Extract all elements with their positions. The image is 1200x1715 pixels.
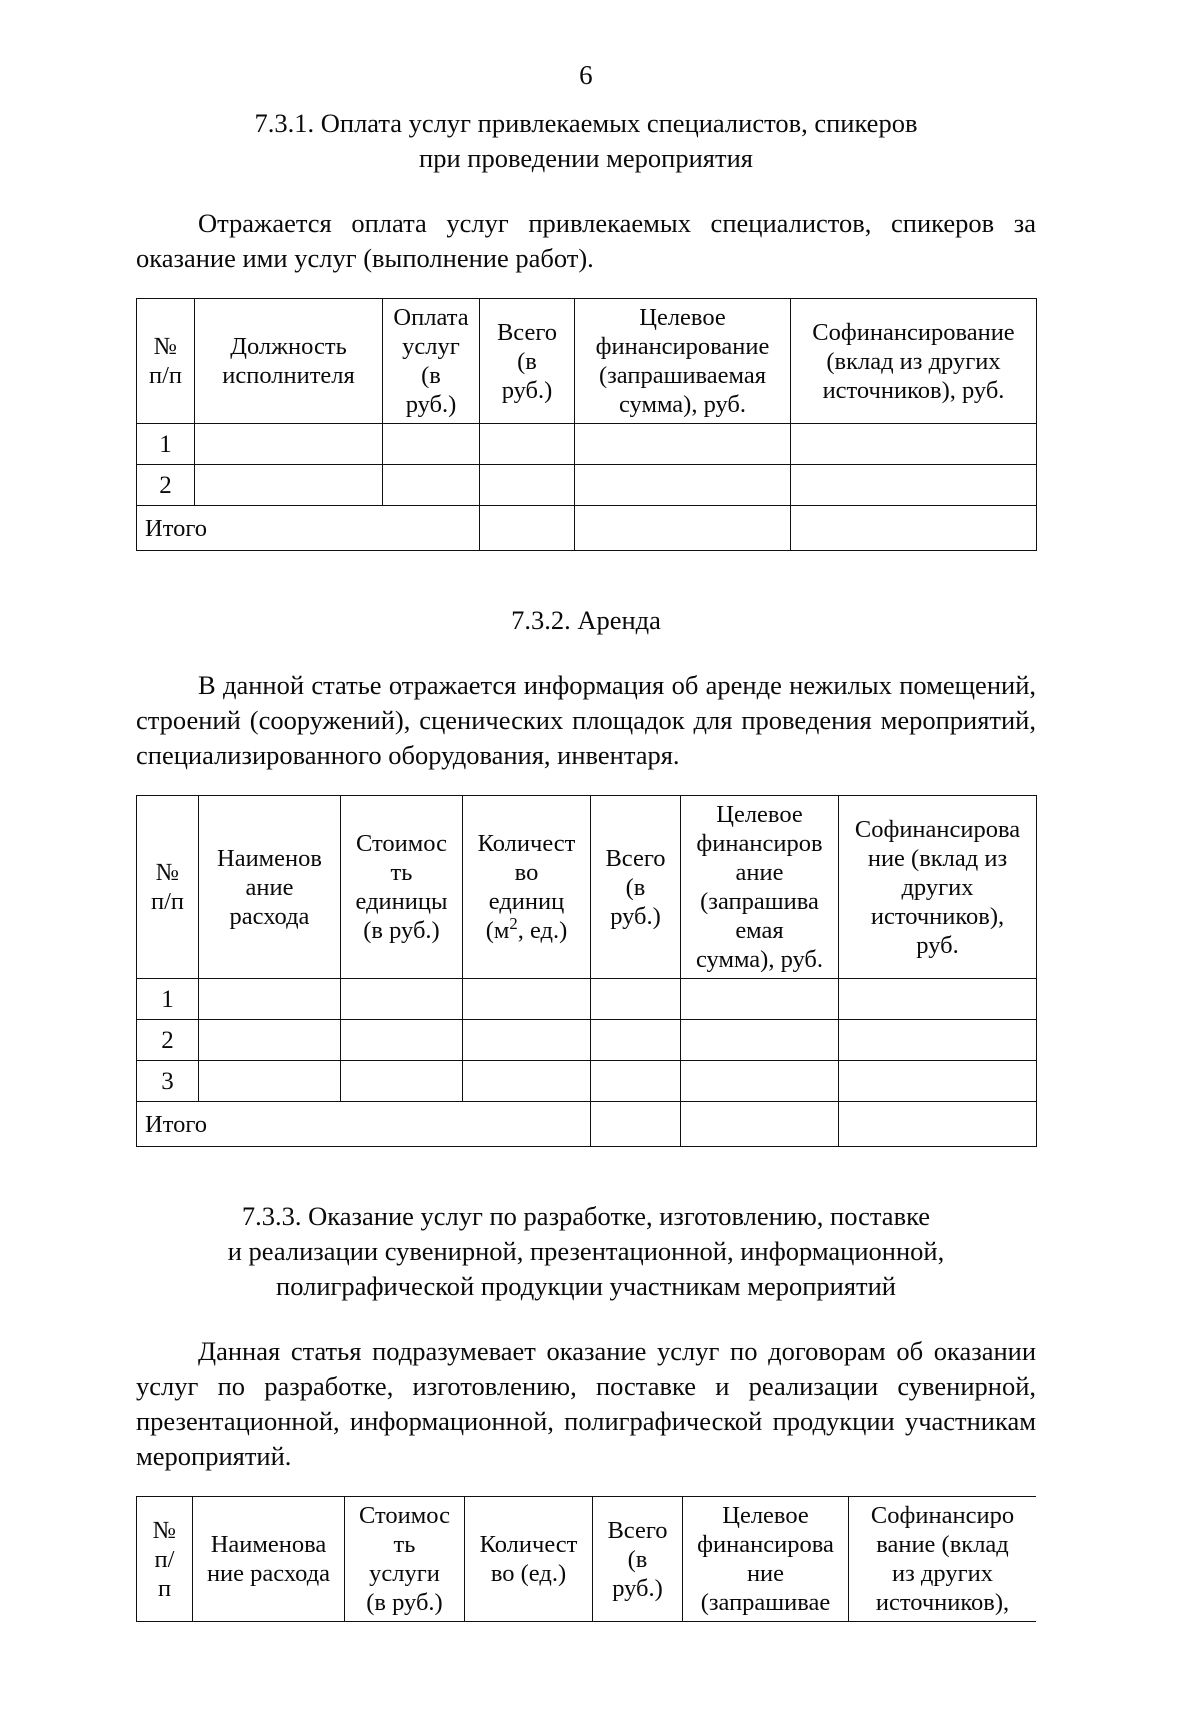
- cell-targeted-financing[interactable]: [575, 465, 791, 506]
- header-line: источников),: [870, 902, 1005, 930]
- header-line: Всего: [607, 1516, 668, 1544]
- cell-total[interactable]: [591, 979, 681, 1020]
- header-line: (в: [627, 1545, 648, 1573]
- cell-expense-name[interactable]: [199, 1020, 341, 1061]
- header-line: Всего: [496, 318, 558, 346]
- row-number: 1: [137, 424, 195, 465]
- header-line: (запрашивае: [700, 1589, 831, 1616]
- header-line: ние (вклад из: [867, 844, 1008, 872]
- spacer: [136, 1304, 1036, 1334]
- column-header-total: [593, 1497, 683, 1622]
- spacer: [136, 1474, 1036, 1496]
- header-line: (запрашива: [700, 888, 819, 915]
- header-line: из других: [892, 1560, 993, 1587]
- header-line: (в руб.): [363, 917, 440, 944]
- cell-total[interactable]: [591, 1061, 681, 1102]
- header-line: финансирова: [697, 1531, 834, 1558]
- heading-line: 7.3.1. Оплата услуг привлекаемых специалистов, спикеров: [254, 108, 918, 138]
- column-header-targeted-financing: [683, 1497, 849, 1622]
- table-7-3-1: [136, 298, 1037, 551]
- cell-unit-cost[interactable]: [341, 1020, 463, 1061]
- cell-unit-quantity[interactable]: [463, 1020, 591, 1061]
- header-line: ние расхода: [206, 1560, 331, 1587]
- header-line: финансиров: [696, 830, 823, 857]
- section-heading-7-3-2: [136, 603, 1036, 638]
- header-line: ть: [390, 859, 413, 886]
- header-line: источников), руб.: [822, 376, 1005, 404]
- cell-cofinancing[interactable]: [791, 465, 1037, 506]
- cell-cofinancing[interactable]: [791, 424, 1037, 465]
- paragraph-line: Отражается оплата услуг привлекаемых специалистов, спикеров: [198, 208, 995, 238]
- header-line: п/п: [150, 888, 185, 915]
- heading-line: полиграфической продукции участникам мероприятий: [276, 1271, 896, 1301]
- column-header-targeted-financing: [681, 796, 839, 979]
- table-row: [137, 1020, 1037, 1061]
- spacer: [136, 773, 1036, 795]
- header-line: исполнителя: [222, 362, 355, 389]
- spacer: [136, 638, 1036, 668]
- column-header-unit-cost: [341, 796, 463, 979]
- header-line: руб.): [610, 902, 661, 930]
- column-header-expense-name: [199, 796, 341, 979]
- spacer: [136, 551, 1036, 587]
- table-row: [137, 465, 1037, 506]
- header-line: Оплата: [393, 304, 469, 331]
- column-header-cofinancing: [849, 1497, 1037, 1622]
- header-line: Софинансирова: [854, 815, 1021, 843]
- cell-service-payment[interactable]: [383, 424, 480, 465]
- header-line: других: [901, 873, 974, 901]
- column-header-cofinancing: [791, 299, 1037, 424]
- paragraph-7-3-3: [136, 1334, 1036, 1474]
- total-label: Итого: [137, 1102, 591, 1147]
- cell-total[interactable]: [480, 465, 575, 506]
- paragraph-7-3-1: [136, 206, 1036, 276]
- table-row: [137, 1061, 1037, 1102]
- table-header-row: [137, 796, 1037, 979]
- header-line: руб.): [405, 391, 457, 418]
- section-heading-7-3-3: [136, 1199, 1036, 1304]
- total-label: Итого: [137, 506, 480, 551]
- header-line: п/: [154, 1545, 175, 1573]
- paragraph-line: за оказание ими услуг (выполнение работ).: [136, 208, 1037, 273]
- header-line: Стоимос: [355, 830, 447, 857]
- heading-line: и реализации сувенирной, презентационной, информационной,: [227, 1236, 945, 1266]
- cell-targeted-financing[interactable]: [681, 979, 839, 1020]
- header-line: п/п: [148, 362, 183, 389]
- header-line: сумма), руб.: [695, 946, 824, 973]
- column-header-total: [480, 299, 575, 424]
- cell-unit-quantity[interactable]: [463, 1061, 591, 1102]
- row-number: 2: [137, 465, 195, 506]
- column-header-number: [137, 299, 195, 424]
- header-line: услуги: [369, 1560, 440, 1587]
- header-line: руб.): [501, 376, 553, 404]
- table-7-3-2: [136, 795, 1037, 1147]
- header-line: источников),: [875, 1589, 1010, 1616]
- header-line: Софинансирование: [812, 318, 1015, 346]
- superscript-two: 2: [509, 913, 518, 933]
- column-header-targeted-financing: [575, 299, 791, 424]
- total-cell-total[interactable]: [480, 506, 575, 551]
- header-line: (запрашиваемая: [598, 362, 767, 389]
- paragraph-line: В данной статье отражается информация об аренде нежилых помещений,: [198, 670, 1036, 700]
- header-line: Должность: [230, 333, 347, 360]
- heading-line: 7.3.2. Аренда: [511, 605, 661, 635]
- cell-cofinancing[interactable]: [839, 979, 1037, 1020]
- row-number: 3: [137, 1061, 199, 1102]
- table-row: [137, 424, 1037, 465]
- cell-targeted-financing[interactable]: [681, 1020, 839, 1061]
- cell-unit-cost[interactable]: [341, 1061, 463, 1102]
- table-row: [137, 979, 1037, 1020]
- header-line: Количест: [477, 830, 576, 857]
- header-line: во: [514, 859, 539, 886]
- column-header-number: [137, 1497, 193, 1622]
- total-cell-cofinancing[interactable]: [791, 506, 1037, 551]
- column-header-quantity: [465, 1497, 593, 1622]
- paragraph-line: специализированного оборудования, инвентаря.: [136, 740, 680, 770]
- header-line: Софинансиро: [870, 1502, 1015, 1529]
- header-line: (в руб.): [366, 1589, 443, 1616]
- header-line: Целевое: [716, 801, 803, 828]
- cell-expense-name[interactable]: [199, 979, 341, 1020]
- heading-line: 7.3.3. Оказание услуг по разработке, изготовлению, поставке: [241, 1201, 931, 1231]
- header-line: Целевое: [639, 304, 726, 331]
- spacer: [136, 176, 1036, 206]
- page-content: [136, 0, 1036, 1638]
- header-line: руб.: [916, 931, 959, 959]
- column-header-unit-quantity: [463, 796, 591, 979]
- header-line: руб.): [612, 1574, 663, 1602]
- cell-total[interactable]: [591, 1020, 681, 1061]
- header-line: (в: [517, 347, 537, 375]
- cell-service-payment[interactable]: [383, 465, 480, 506]
- header-line: Наименов: [217, 844, 322, 872]
- spacer: [136, 276, 1036, 298]
- header-line: единиц: [488, 888, 565, 915]
- column-header-total: [591, 796, 681, 979]
- total-cell-cofinancing[interactable]: [839, 1102, 1037, 1147]
- table-7-3-3: [136, 1496, 1036, 1622]
- table-7-3-3-clipped-region: [136, 1496, 1036, 1638]
- table-total-row: [137, 1102, 1037, 1147]
- header-line: емая: [735, 917, 784, 944]
- header-line: ание: [245, 873, 294, 901]
- row-number: 2: [137, 1020, 199, 1061]
- paragraph-line: презентационной, информационной, полиграфической продукции участникам: [136, 1406, 1036, 1436]
- heading-line: при проведении мероприятия: [419, 143, 753, 173]
- header-line: во (ед.): [490, 1560, 567, 1587]
- header-line: ть: [393, 1531, 416, 1558]
- table-header-row: [137, 1497, 1037, 1622]
- total-cell-total[interactable]: [591, 1102, 681, 1147]
- cell-cofinancing[interactable]: [839, 1020, 1037, 1061]
- header-line: Количест: [479, 1531, 578, 1558]
- header-line: финансирование: [595, 333, 770, 360]
- cell-targeted-financing[interactable]: [681, 1061, 839, 1102]
- header-line: услуг: [402, 333, 460, 360]
- table-total-row: [137, 506, 1037, 551]
- paragraph-line: услуг по разработке, изготовлению, поставке и реализации сувенирной,: [136, 1371, 1036, 1401]
- spacer: [136, 1147, 1036, 1183]
- paragraph-line: мероприятий.: [136, 1441, 292, 1471]
- header-line: сумма), руб.: [618, 391, 747, 418]
- header-line: п: [157, 1574, 172, 1602]
- row-number: 1: [137, 979, 199, 1020]
- table-header-row: [137, 299, 1037, 424]
- column-header-expense-name: [193, 1497, 345, 1622]
- header-line: (в: [421, 362, 441, 389]
- column-header-service-payment: [383, 299, 480, 424]
- paragraph-line: Данная статья подразумевает оказание услуг по договорам об оказании: [198, 1336, 1036, 1366]
- cell-position[interactable]: [195, 465, 383, 506]
- cell-expense-name[interactable]: [199, 1061, 341, 1102]
- paragraph-7-3-2: [136, 668, 1036, 773]
- column-header-position: [195, 299, 383, 424]
- column-header-number: [137, 796, 199, 979]
- header-line: (вклад из других: [826, 347, 1001, 375]
- header-line: Стоимос: [358, 1502, 450, 1529]
- header-line: (в: [625, 873, 646, 901]
- cell-cofinancing[interactable]: [839, 1061, 1037, 1102]
- header-line: №: [152, 1516, 177, 1544]
- header-line: №: [153, 333, 178, 360]
- header-line: расхода: [229, 902, 310, 930]
- total-cell-targeted-financing[interactable]: [575, 506, 791, 551]
- header-line: №: [155, 859, 180, 886]
- cell-unit-quantity[interactable]: [463, 979, 591, 1020]
- header-line: ние: [746, 1560, 785, 1587]
- total-cell-targeted-financing[interactable]: [681, 1102, 839, 1147]
- header-line: Наименова: [210, 1531, 327, 1558]
- header-line: Всего: [605, 844, 666, 872]
- cell-targeted-financing[interactable]: [575, 424, 791, 465]
- header-line: единицы: [355, 888, 448, 915]
- section-heading-7-3-1: [136, 106, 1036, 176]
- cell-position[interactable]: [195, 424, 383, 465]
- header-line: Целевое: [722, 1502, 809, 1529]
- cell-total[interactable]: [480, 424, 575, 465]
- page-number: 6: [579, 60, 593, 90]
- header-line-units: ($м^2$, ед.): [485, 913, 568, 944]
- header-line: вание (вклад: [876, 1531, 1009, 1558]
- column-header-service-cost: [345, 1497, 465, 1622]
- paragraph-line: строений (сооружений), сценических площадок для проведения мероприятий,: [136, 705, 1036, 735]
- cell-unit-cost[interactable]: [341, 979, 463, 1020]
- header-line: ание: [735, 859, 784, 886]
- column-header-cofinancing: [839, 796, 1037, 979]
